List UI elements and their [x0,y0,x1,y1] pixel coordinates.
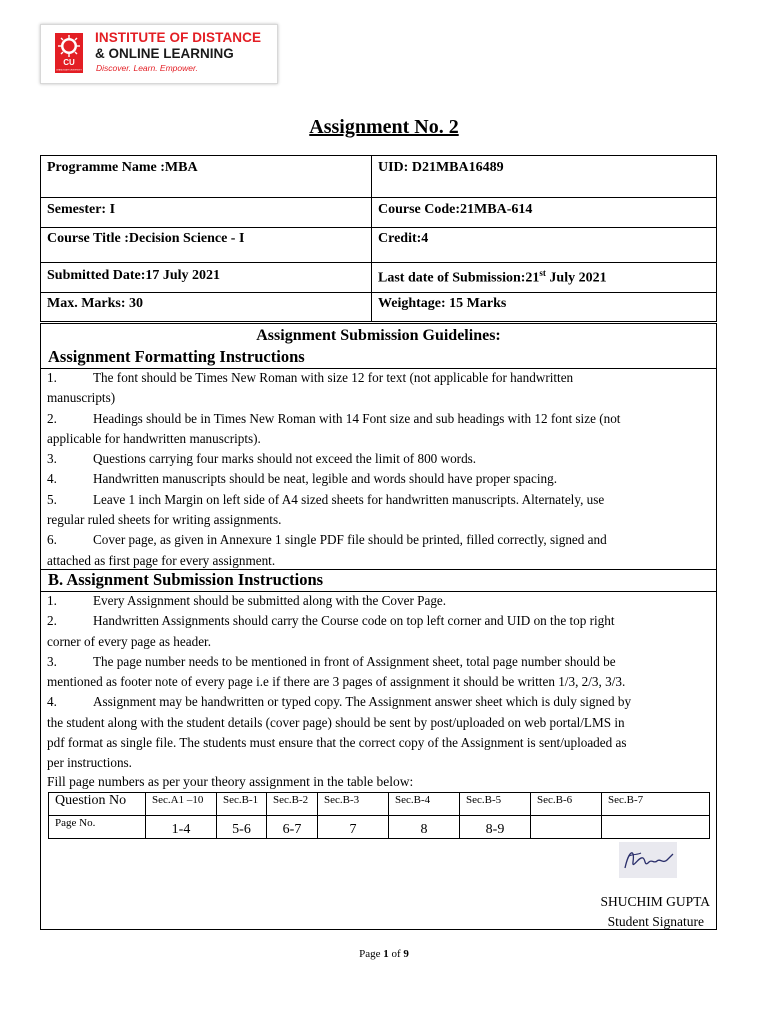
info-row [41,293,717,322]
university-emblem-icon [55,33,83,73]
page-number-footer: Page 1 of 9 [359,948,409,960]
page-cell[interactable]: 8-9 [460,816,531,839]
list-item: 2. Handwritten Assignments should carry the Course code on top left corner and UID on the top right [47,613,615,629]
list-item-cont: mentioned as footer note of every page i.e if there are 3 pages of assignment it should be written 1/3, 2/3, 3/3. [47,674,626,690]
list-item-cont: attached as first page for every assignment. [47,552,276,568]
assignment-info-table [40,155,717,322]
submitted-date: Submitted Date:17 July 2021 [41,263,372,293]
weightage: Weightage: 15 Marks [372,293,717,322]
section-header: Sec.A1 –10 [146,793,217,816]
info-row [41,228,717,263]
list-item: 1. The font should be Times New Roman with size 12 for text (not applicable for handwritten [47,370,574,385]
list-item-cont: per instructions. [47,755,132,771]
logo-line2: & ONLINE LEARNING [95,46,234,61]
page-cell[interactable]: 6-7 [267,816,318,839]
list-item: 3. The page number needs to be mentioned in front of Assignment sheet, total page number should be [47,653,616,669]
institute-logo [40,24,278,84]
course-title: Course Title :Decision Science - I [41,228,372,263]
section-header: Sec.B-3 [318,793,389,816]
info-row [41,156,717,198]
section-header: Sec.B-4 [389,793,460,816]
page-cell[interactable]: 7 [318,816,389,839]
info-row [41,198,717,228]
info-row [41,263,717,293]
question-no-label: Question No [49,793,146,816]
semester: Semester: I [41,198,372,228]
list-item-cont: corner of every page as header. [47,633,212,649]
uid: UID: D21MBA16489 [372,156,717,198]
logo-line1: INSTITUTE OF DISTANCE [95,30,262,45]
signature-label: Student Signature [607,914,704,929]
formatting-list [47,368,712,571]
page-cell[interactable]: 1-4 [146,816,217,839]
list-item: 6. Cover page, as given in Annexure 1 single PDF file should be printed, filled correctly, signed and [47,532,607,548]
signature-image [619,842,677,878]
list-item: 2. Headings should be in Times New Roman with 14 Font size and sub headings with 12 font size (not [47,410,621,426]
page-row [49,816,710,839]
credit: Credit:4 [372,228,717,263]
page-cell[interactable] [602,816,710,839]
section-header: Sec.B-5 [460,793,531,816]
course-code: Course Code:21MBA-614 [372,198,717,228]
page-number-table [48,792,710,839]
page-cell[interactable]: 8 [389,816,460,839]
emblem-text: CU [63,58,75,67]
section-header: Sec.B-1 [217,793,267,816]
submission-heading: B. Assignment Submission Instructions [48,570,324,589]
list-item: 4. Assignment may be handwritten or typed copy. The Assignment answer sheet which is duly signed by [47,694,632,710]
logo-tagline: Discover. Learn. Empower. [96,63,198,73]
section-header: Sec.B-2 [267,793,318,816]
list-item: 3. Questions carrying four marks should not exceed the limit of 800 words. [47,451,477,467]
last-date-of-submission: Last date of Submission:21st July 2021 [372,263,717,293]
programme-name: Programme Name :MBA [41,156,372,198]
list-item-cont: manuscripts) [47,390,116,406]
page-no-label: Page No. [49,816,146,839]
page-cell[interactable] [531,816,602,839]
list-item-cont: the student along with the student details (cover page) should be sent by post/uploaded on web portal/LMS in [47,714,625,730]
emblem-subtext: CHANDIGARH UNIVERSITY [55,69,83,72]
list-item: 1. Every Assignment should be submitted along with the Cover Page. [47,593,447,608]
formatting-heading: Assignment Formatting Instructions [48,347,305,366]
list-item: 5. Leave 1 inch Margin on left side of A4 sized sheets for handwritten manuscripts. Alternately, use [47,491,605,507]
max-marks: Max. Marks: 30 [41,293,372,322]
list-item: 4. Handwritten manuscripts should be neat, legible and words should have proper spacing. [47,471,558,487]
list-item-cont: regular ruled sheets for writing assignments. [47,512,282,528]
guidelines-heading: Assignment Submission Guidelines: [256,327,501,344]
fill-instruction: Fill page numbers as per your theory assignment in the table below: [47,774,414,789]
list-item-cont: applicable for handwritten manuscripts). [47,430,261,446]
list-item-cont: pdf format as single file. The students must ensure that the correct copy of the Assignment is sent/uploaded as [47,735,627,751]
page-cell[interactable]: 5-6 [217,816,267,839]
assignment-title: Assignment No. 2 [309,116,459,138]
student-name: SHUCHIM GUPTA [600,894,710,909]
submission-list [47,591,712,774]
section-header: Sec.B-7 [602,793,710,816]
question-row [49,793,710,816]
guidelines-box [40,323,717,930]
section-header: Sec.B-6 [531,793,602,816]
